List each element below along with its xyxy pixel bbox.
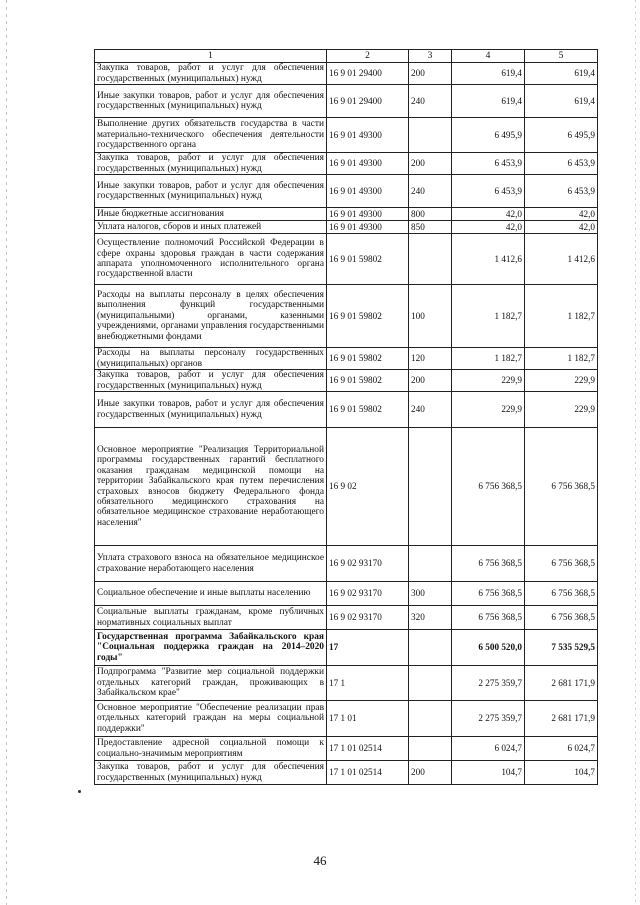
row-code-cell: 16 9 01 59802 (327, 370, 409, 392)
table-row (95, 701, 598, 737)
table-row (95, 85, 598, 118)
table-row (95, 392, 598, 428)
row-code-cell: 16 9 01 59802 (327, 285, 409, 348)
row-vr-cell (409, 737, 452, 761)
row-code-cell: 17 1 01 02514 (327, 761, 409, 785)
row-amount-1-cell: 2 275 359,7 (452, 701, 525, 737)
row-name-cell: Расходы на выплаты персоналу в целях обеспечения выполнения функций государственными (муниципальными) органами, казенными учреждениями, органами управления государственными внебюджетными фондами (95, 285, 327, 348)
row-amount-1-cell: 6 756 368,5 (452, 428, 525, 546)
row-amount-2-cell: 619,4 (525, 85, 598, 118)
row-name-cell: Уплата страхового взноса на обязательное медицинское страхование неработающего населения (95, 546, 327, 582)
row-vr-cell: 200 (409, 370, 452, 392)
row-amount-1-cell: 6 756 368,5 (452, 582, 525, 606)
row-name-cell: Подпрограмма "Развитие мер социальной поддержки отдельных категорий граждан, проживающих в Забайкальском крае" (95, 666, 327, 701)
row-code-cell: 16 9 01 49300 (327, 208, 409, 221)
row-name-cell: Иные закупки товаров, работ и услуг для обеспечения государственных (муниципальных) нужд (95, 85, 327, 118)
row-name-cell: Основное мероприятие "Обеспечение реализации прав отдельных категорий граждан на меры социальной поддержки" (95, 701, 327, 737)
row-name-cell: Иные бюджетные ассигнования (95, 208, 327, 221)
row-amount-2-cell: 7 535 529,5 (525, 630, 598, 666)
row-code-cell: 16 9 01 49300 (327, 221, 409, 234)
row-vr-cell: 240 (409, 85, 452, 118)
row-name-cell: Основное мероприятие "Реализация Территориальной программы государственных гарантий бесплатного оказания гражданам медицинской помощи на территории Забайкальского края путем перечисления страховых взносов бюджету Федерального фонда обязательного медицинского страхования на обязательное медицинское страхование неработающего населения" (95, 428, 327, 546)
row-amount-2-cell: 6 024,7 (525, 737, 598, 761)
row-vr-cell (409, 630, 452, 666)
table-row (95, 737, 598, 761)
table-row (95, 606, 598, 630)
row-vr-cell: 300 (409, 582, 452, 606)
row-amount-1-cell: 6 453,9 (452, 153, 525, 175)
table-row (95, 118, 598, 153)
row-amount-1-cell: 6 500 520,0 (452, 630, 525, 666)
row-vr-cell: 240 (409, 392, 452, 428)
row-amount-1-cell: 104,7 (452, 761, 525, 785)
row-amount-2-cell: 1 182,7 (525, 348, 598, 370)
col-header-vr: 3 (409, 50, 452, 63)
row-vr-cell: 100 (409, 285, 452, 348)
row-code-cell: 16 9 01 29400 (327, 85, 409, 118)
row-name-cell: Социальные выплаты гражданам, кроме публичных нормативных социальных выплат (95, 606, 327, 630)
row-vr-cell (409, 118, 452, 153)
row-amount-1-cell: 229,9 (452, 370, 525, 392)
row-amount-2-cell: 6 756 368,5 (525, 546, 598, 582)
page-number: 46 (313, 853, 327, 868)
row-code-cell: 16 9 01 59802 (327, 348, 409, 370)
table-row (95, 348, 598, 370)
table-row (95, 221, 598, 234)
row-amount-2-cell: 229,9 (525, 370, 598, 392)
row-vr-cell (409, 666, 452, 701)
row-code-cell: 16 9 01 29400 (327, 63, 409, 85)
scan-edge-left (6, 0, 7, 905)
row-code-cell: 17 (327, 630, 409, 666)
row-name-cell: Уплата налогов, сборов и иных платежей (95, 221, 327, 234)
row-amount-2-cell: 619,4 (525, 63, 598, 85)
row-amount-2-cell: 2 681 171,9 (525, 666, 598, 701)
row-vr-cell (409, 234, 452, 285)
scan-edge-right (635, 0, 636, 905)
row-vr-cell: 800 (409, 208, 452, 221)
row-code-cell: 16 9 01 49300 (327, 153, 409, 175)
table-row (95, 63, 598, 85)
row-vr-cell (409, 701, 452, 737)
row-amount-1-cell: 6 024,7 (452, 737, 525, 761)
col-header-code: 2 (327, 50, 409, 63)
row-name-cell: Закупка товаров, работ и услуг для обеспечения государственных (муниципальных) нужд (95, 153, 327, 175)
table-row (95, 428, 598, 546)
col-header-name: 1 (95, 50, 327, 63)
budget-table (94, 49, 598, 785)
row-name-cell: Закупка товаров, работ и услуг для обеспечения государственных (муниципальных) нужд (95, 370, 327, 392)
row-amount-1-cell: 42,0 (452, 208, 525, 221)
row-name-cell: Иные закупки товаров, работ и услуг для обеспечения государственных (муниципальных) нужд (95, 392, 327, 428)
row-amount-1-cell: 6 495,9 (452, 118, 525, 153)
table-row (95, 666, 598, 701)
row-vr-cell: 200 (409, 63, 452, 85)
row-amount-1-cell: 229,9 (452, 392, 525, 428)
row-code-cell: 17 1 01 (327, 701, 409, 737)
row-code-cell: 16 9 02 93170 (327, 606, 409, 630)
row-code-cell: 16 9 01 59802 (327, 392, 409, 428)
row-code-cell: 16 9 01 49300 (327, 118, 409, 153)
scan-dot (78, 790, 81, 793)
row-vr-cell: 850 (409, 221, 452, 234)
row-amount-2-cell: 6 756 368,5 (525, 428, 598, 546)
table-row (95, 630, 598, 666)
col-header-amount-2: 5 (525, 50, 598, 63)
row-amount-1-cell: 6 756 368,5 (452, 606, 525, 630)
row-amount-1-cell: 1 412,6 (452, 234, 525, 285)
row-amount-2-cell: 1 182,7 (525, 285, 598, 348)
row-vr-cell: 320 (409, 606, 452, 630)
row-amount-1-cell: 2 275 359,7 (452, 666, 525, 701)
row-name-cell: Закупка товаров, работ и услуг для обеспечения государственных (муниципальных) нужд (95, 63, 327, 85)
row-name-cell: Выполнение других обязательств государства в части материально-технического обеспечения деятельности государственного органа (95, 118, 327, 153)
table-row (95, 546, 598, 582)
row-amount-1-cell: 6 453,9 (452, 175, 525, 208)
row-amount-2-cell: 2 681 171,9 (525, 701, 598, 737)
row-name-cell: Закупка товаров, работ и услуг для обеспечения государственных (муниципальных) нужд (95, 761, 327, 785)
row-vr-cell: 120 (409, 348, 452, 370)
table-row (95, 582, 598, 606)
row-vr-cell: 200 (409, 153, 452, 175)
row-amount-1-cell: 619,4 (452, 63, 525, 85)
row-amount-2-cell: 6 756 368,5 (525, 606, 598, 630)
col-header-amount-1: 4 (452, 50, 525, 63)
table-row (95, 153, 598, 175)
header-row (95, 50, 598, 63)
row-amount-2-cell: 42,0 (525, 221, 598, 234)
row-amount-1-cell: 619,4 (452, 85, 525, 118)
row-code-cell: 16 9 01 59802 (327, 234, 409, 285)
row-amount-2-cell: 229,9 (525, 392, 598, 428)
row-code-cell: 16 9 02 (327, 428, 409, 546)
row-amount-1-cell: 1 182,7 (452, 348, 525, 370)
row-code-cell: 16 9 02 93170 (327, 546, 409, 582)
row-name-cell: Осуществление полномочий Российской Федерации в сфере охраны здоровья граждан в части содержания аппарата уполномоченного исполнительного органа государственной власти (95, 234, 327, 285)
row-code-cell: 16 9 01 49300 (327, 175, 409, 208)
row-amount-2-cell: 1 412,6 (525, 234, 598, 285)
row-amount-2-cell: 6 453,9 (525, 175, 598, 208)
row-name-cell: Предоставление адресной социальной помощи к социально-значимым мероприятиям (95, 737, 327, 761)
row-amount-1-cell: 1 182,7 (452, 285, 525, 348)
row-name-cell: Государственная программа Забайкальского края "Социальная поддержка граждан на 2014–2020 годы" (95, 630, 327, 666)
row-vr-cell (409, 546, 452, 582)
row-amount-2-cell: 104,7 (525, 761, 598, 785)
row-vr-cell: 240 (409, 175, 452, 208)
row-name-cell: Социальное обеспечение и иные выплаты населению (95, 582, 327, 606)
table-row (95, 761, 598, 785)
table-row (95, 208, 598, 221)
row-amount-2-cell: 6 495,9 (525, 118, 598, 153)
row-name-cell: Расходы на выплаты персоналу государственных (муниципальных) органов (95, 348, 327, 370)
row-code-cell: 17 1 01 02514 (327, 737, 409, 761)
row-code-cell: 16 9 02 93170 (327, 582, 409, 606)
row-amount-2-cell: 6 453,9 (525, 153, 598, 175)
table-row (95, 234, 598, 285)
table-row (95, 175, 598, 208)
row-vr-cell: 200 (409, 761, 452, 785)
table-row (95, 285, 598, 348)
table-row (95, 370, 598, 392)
row-amount-2-cell: 6 756 368,5 (525, 582, 598, 606)
row-vr-cell (409, 428, 452, 546)
row-name-cell: Иные закупки товаров, работ и услуг для обеспечения государственных (муниципальных) нужд (95, 175, 327, 208)
row-code-cell: 17 1 (327, 666, 409, 701)
row-amount-1-cell: 6 756 368,5 (452, 546, 525, 582)
row-amount-1-cell: 42,0 (452, 221, 525, 234)
row-amount-2-cell: 42,0 (525, 208, 598, 221)
